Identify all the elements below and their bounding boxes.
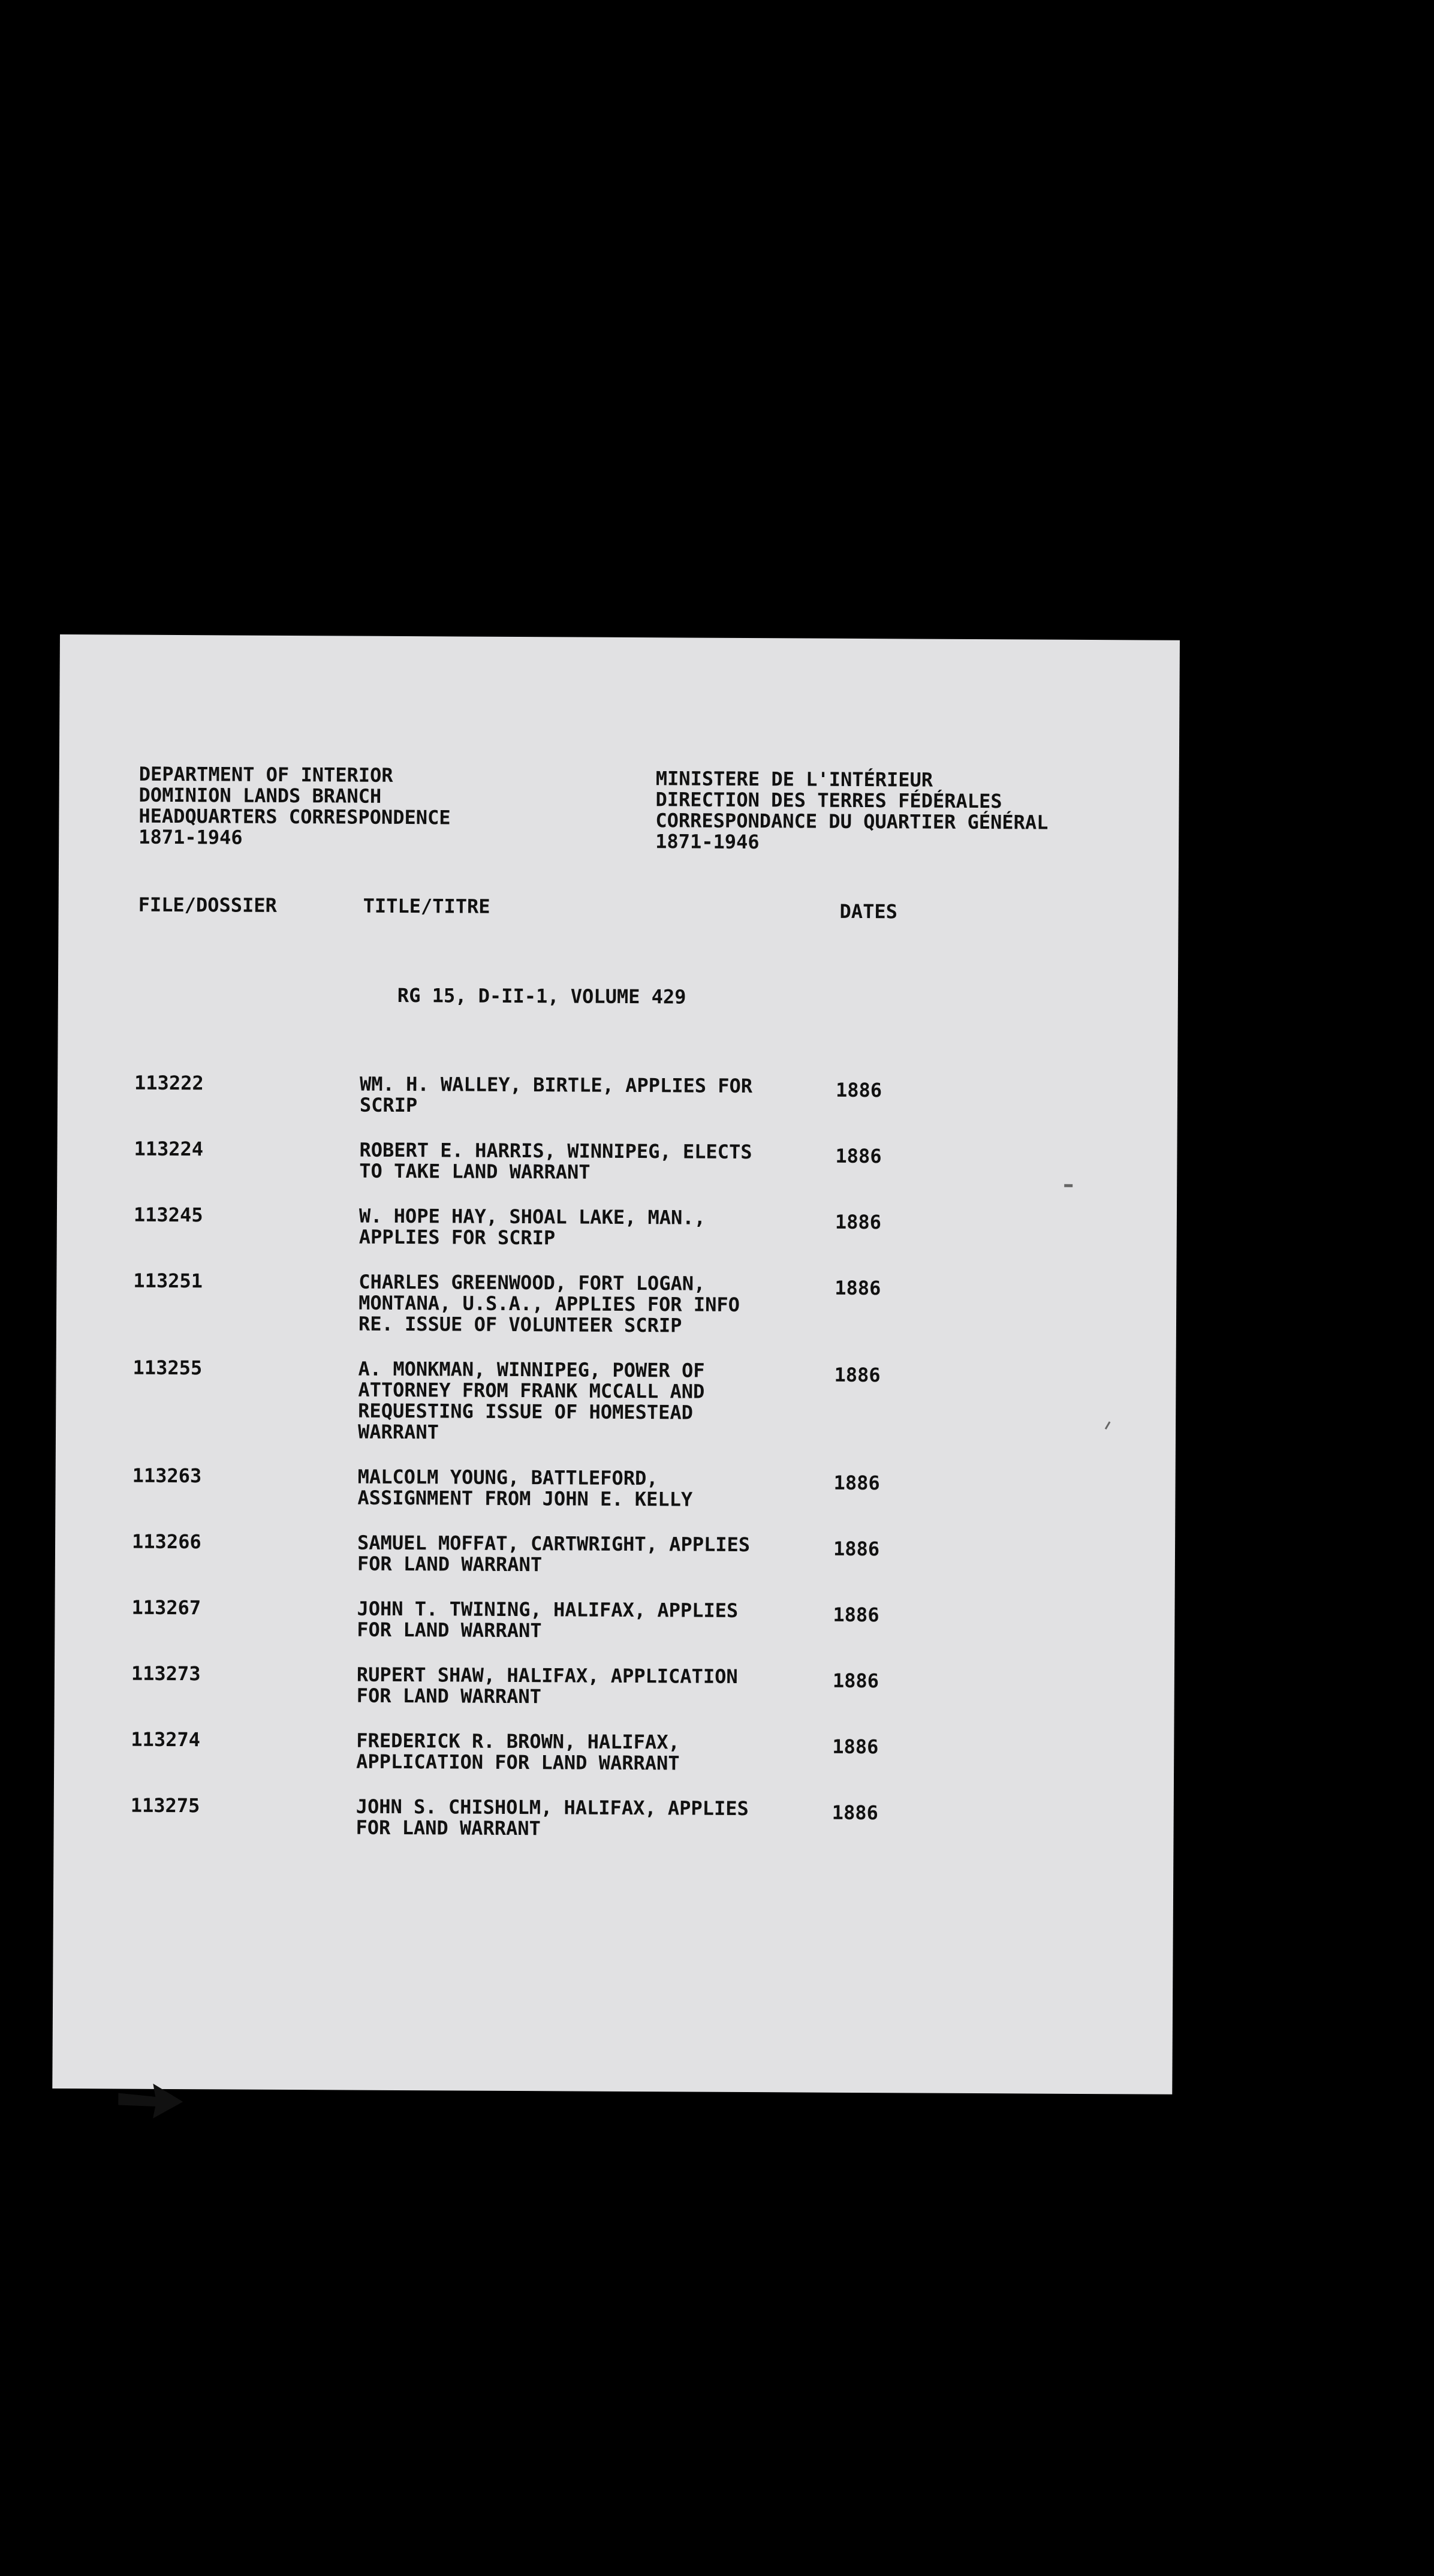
entry-title-line: JOHN S. CHISHOLM, HALIFAX, APPLIES (356, 1795, 749, 1820)
list-item (54, 1793, 1174, 1840)
entry-title-line: WARRANT (357, 1420, 439, 1444)
entries-list (58, 1071, 1177, 1840)
file-number: 113274 (131, 1728, 201, 1752)
entry-title-line: CHARLES GREENWOOD, FORT LOGAN, (358, 1270, 706, 1295)
list-item (56, 1464, 1176, 1511)
file-number: 113251 (133, 1269, 203, 1293)
entry-date: 1886 (832, 1669, 879, 1693)
header-french-line: MINISTERE DE L'INTÉRIEUR (655, 767, 933, 792)
entry-title-line: ASSIGNMENT FROM JOHN E. KELLY (357, 1486, 693, 1511)
entry-title-line: TO TAKE LAND WARRANT (359, 1159, 591, 1184)
entry-date: 1886 (832, 1735, 879, 1759)
entry-date: 1886 (835, 1276, 881, 1300)
entry-title (358, 1359, 705, 1445)
list-item (58, 1137, 1177, 1184)
header-english (138, 764, 451, 850)
list-item (54, 1728, 1174, 1775)
entry-date: 1886 (835, 1210, 882, 1234)
entry-title (356, 1731, 680, 1774)
entry-title-line: REQUESTING ISSUE OF HOMESTEAD (358, 1399, 694, 1424)
entry-title-line: APPLIES FOR SCRIP (358, 1225, 556, 1250)
header-french-line: DIRECTION DES TERRES FÉDÉRALES (655, 788, 1002, 813)
entry-title (357, 1533, 750, 1576)
volume-heading: RG 15, D-II-1, VOLUME 429 (397, 983, 686, 1009)
entry-title-line: MALCOLM YOUNG, BATTLEFORD, (357, 1465, 658, 1490)
header-english-line: 1871-1946 (138, 825, 243, 849)
file-number: 113275 (130, 1793, 200, 1817)
entry-title-line: MONTANA, U.S.A., APPLIES FOR INFO (358, 1291, 740, 1316)
entry-title-line: FREDERICK R. BROWN, HALIFAX, (356, 1729, 680, 1754)
scan-speck (1064, 1184, 1073, 1187)
list-item (55, 1596, 1175, 1642)
entry-title (357, 1467, 692, 1510)
entry-title-line: FOR LAND WARRANT (357, 1552, 543, 1576)
entry-title-line: W. HOPE HAY, SHOAL LAKE, MAN., (358, 1204, 706, 1229)
entry-date: 1886 (833, 1603, 879, 1627)
entry-title (357, 1599, 738, 1642)
file-number: 113245 (133, 1203, 203, 1227)
entry-title (360, 1074, 752, 1118)
entry-title-line: FOR LAND WARRANT (356, 1816, 541, 1840)
file-number: 113266 (131, 1530, 201, 1554)
column-header-title: TITLE/TITRE (363, 894, 490, 918)
header-french-line: CORRESPONDANCE DU QUARTIER GÉNÉRAL (655, 809, 1049, 834)
header-french (655, 768, 1049, 854)
file-number: 113273 (131, 1662, 201, 1686)
entry-title-line: ATTORNEY FROM FRANK MCCALL AND (358, 1378, 705, 1403)
entry-title-line: ROBERT E. HARRIS, WINNIPEG, ELECTS (359, 1138, 752, 1164)
entry-date: 1886 (833, 1537, 880, 1561)
file-number: 113263 (132, 1464, 202, 1488)
list-item (55, 1662, 1174, 1708)
file-number: 113224 (134, 1137, 204, 1161)
list-item (56, 1269, 1176, 1337)
entry-title-line: A. MONKMAN, WINNIPEG, POWER OF (358, 1357, 705, 1382)
entry-title-line: RE. ISSUE OF VOLUNTEER SCRIP (358, 1312, 682, 1337)
entry-title-line: JOHN T. TWINING, HALIFAX, APPLIES (357, 1597, 739, 1622)
header-english-line: DOMINION LANDS BRANCH (138, 783, 382, 808)
entry-title-line: SCRIP (359, 1093, 418, 1117)
list-item (56, 1356, 1176, 1444)
entry-date: 1886 (832, 1801, 878, 1825)
list-item (57, 1203, 1177, 1250)
arrow-pointer-icon (118, 2079, 184, 2121)
scan-speck (1105, 1421, 1111, 1430)
header-french-line: 1871-1946 (655, 830, 760, 854)
entry-title (359, 1140, 752, 1184)
entry-title-line: FOR LAND WARRANT (356, 1684, 542, 1708)
entry-title (358, 1272, 740, 1337)
file-number: 113222 (134, 1071, 204, 1095)
entry-date: 1886 (835, 1144, 882, 1168)
document-page (52, 634, 1180, 2094)
entry-date: 1886 (834, 1363, 881, 1387)
file-number: 113267 (131, 1596, 201, 1620)
entry-date: 1886 (833, 1471, 880, 1495)
entry-date: 1886 (835, 1078, 882, 1102)
entry-title-line: APPLICATION FOR LAND WARRANT (356, 1750, 680, 1775)
entry-title (356, 1796, 748, 1840)
entry-title-line: SAMUEL MOFFAT, CARTWRIGHT, APPLIES (357, 1531, 751, 1557)
list-item (55, 1530, 1175, 1576)
entry-title-line: RUPERT SHAW, HALIFAX, APPLICATION (356, 1663, 738, 1688)
entry-title (357, 1665, 738, 1708)
header-english-line: DEPARTMENT OF INTERIOR (138, 762, 393, 787)
column-header-file: FILE/DOSSIER (138, 893, 277, 917)
column-header-dates: DATES (839, 899, 898, 923)
entry-title-line: FOR LAND WARRANT (357, 1618, 542, 1642)
header-english-line: HEADQUARTERS CORRESPONDENCE (138, 804, 451, 829)
list-item (58, 1071, 1177, 1117)
entry-title (359, 1206, 706, 1250)
file-number: 113255 (132, 1356, 203, 1380)
entry-title-line: WM. H. WALLEY, BIRTLE, APPLIES FOR (359, 1072, 753, 1098)
